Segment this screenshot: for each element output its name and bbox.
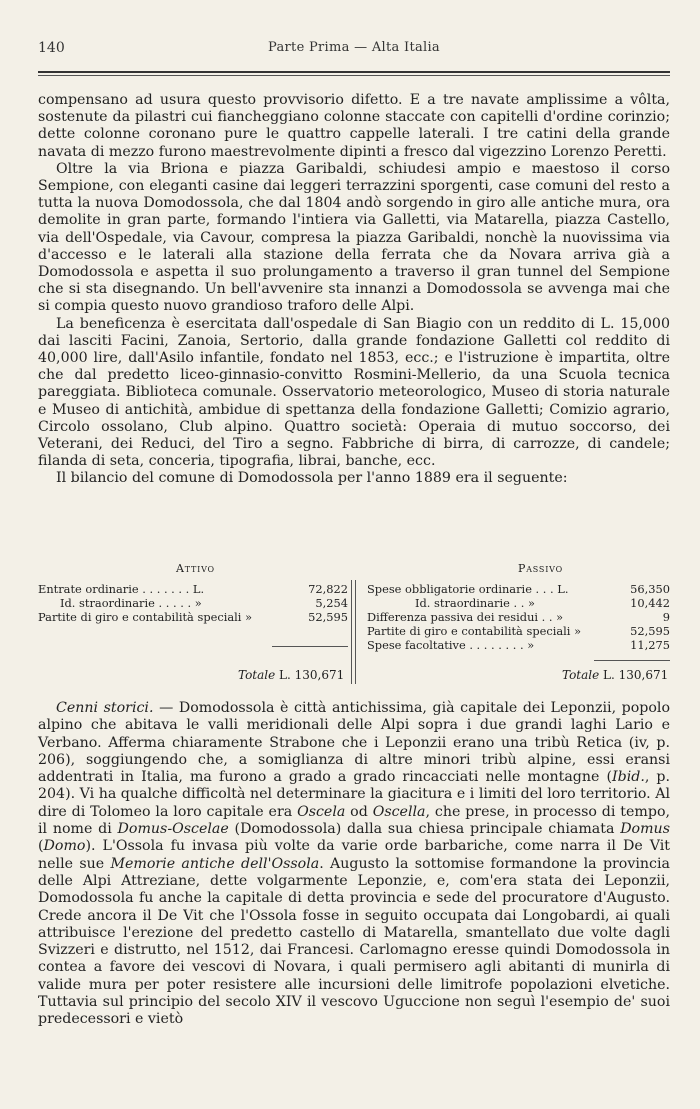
passivo-amount: 11,275 — [630, 638, 670, 652]
text-segment: od — [345, 803, 373, 820]
passivo-label: Spese facoltative . . . . . . . . » — [367, 638, 535, 652]
paragraph-corso-sempione: Oltre la via Briona e piazza Garibaldi, schiudesi ampio e maestoso il corso Sempione, con eleganti casine dai leggeri terrazzini sporgenti, case comuni del resto a tutta la nuova Domodossola, che dal 1804 andò sorgendo in giro alle antiche mura, ora demolite in gran parte, formando l'intiera via Galletti, via Matarella, piazza Castello, via dell'Ospedale, via Cavour, compresa la piazza Garibaldi, nonchè la nuovissima via d'accesso e le laterali alla stazione della ferrata che da Novara arriva già a Domodossola e aspetta il suo prolungamento a traverso il gran tunnel del Sempione che si sta disegnando. Un bell'avvenire sta innanzi a Domodossola se avvenga mai che si compia questo nuovo grandioso traforo delle Alpi. — [38, 160, 670, 315]
paragraph-bilancio-intro: Il bilancio del comune di Domodossola per l'anno 1889 era il seguente: — [56, 470, 568, 487]
attivo-label: Entrate ordinarie . . . . . . . L. — [38, 582, 205, 596]
running-title: Parte Prima — Alta Italia — [268, 40, 440, 55]
attivo-amount: 72,822 — [308, 582, 348, 596]
attivo-label: Partite di giro e contabilità speciali » — [38, 610, 253, 624]
passivo-amount: 52,595 — [630, 624, 670, 638]
body-text-top — [38, 92, 670, 488]
text-segment: — Domodossola è città antichissima, già capitale dei Leponzii, popolo alpino che abitava le valli meridionali delle Alpi sopra i due grandi laghi Lario e Verbano. Afferma chiaramente Strabone che i Leponzii erano una tribù Retica (iv, p. 206), soggiungendo che, a somiglianza di altre minori tribù alpine, essi eransi addentrati in Italia, ma furono a grado a grado rincacciati nelle montagne ( — [38, 700, 670, 786]
italic-domus: Domus — [620, 821, 670, 838]
header-rule-thin — [38, 75, 670, 76]
text-segment: , che prese, in processo di tempo, il nome di — [38, 803, 670, 838]
passivo-total-label: Totale — [562, 668, 600, 682]
passivo-sum-line — [594, 660, 670, 661]
italic-oscella: Oscella — [372, 803, 426, 820]
passivo-amount: 9 — [662, 610, 670, 624]
attivo-label: Id. straordinarie . . . . . » — [60, 596, 202, 610]
attivo-column — [38, 582, 348, 624]
page-header — [38, 40, 670, 62]
attivo-total — [238, 668, 344, 682]
attivo-row — [38, 596, 348, 610]
passivo-row — [367, 610, 670, 624]
text-segment: (Domodossola) dalla sua chiesa principale chiamata — [228, 821, 621, 838]
attivo-amount: 5,254 — [315, 596, 348, 610]
text-segment: ( — [38, 838, 44, 855]
passivo-heading: Passivo — [518, 562, 563, 575]
bilancio-table — [38, 562, 670, 686]
italic-ibid: Ibid. — [612, 769, 645, 786]
passivo-column — [367, 582, 670, 652]
paragraph-continuation: compensano ad usura questo provvisorio difetto. E a tre navate amplissime a vôlta, sostenute da pilastri cui fiancheggiano colonne staccate con capitelli d'ordine corinzio; dette colonne coronano pure le quattro cappelle laterali. I tre catini della grande navata di mezzo furono maestrevolmente dipinti a fresco dal vigezzino Lorenzo Peretti. — [38, 92, 670, 160]
passivo-row — [367, 582, 670, 596]
passivo-row — [367, 624, 670, 638]
attivo-row — [38, 582, 348, 596]
passivo-label: Spese obbligatorie ordinarie . . . L. — [367, 582, 569, 596]
italic-oscela: Oscela — [297, 803, 346, 820]
text-segment: . Augusto la sottomise formandone la provincia delle Alpi Attreziane, dette volgarmente Leponzie, e, com'era stata dei Leponzii, Domodossola fu anche la capitale di detta provincia e sede del procuratore d'Augusto. Crede ancora il De Vit che l'Ossola fosse in seguito occupata dai Longobardi, ai quali attribuisce l'erezione del predetto castello di Matarella, smantellato due volte dagli Svizzeri e distrutto, nel 1512, dai Francesi. Carlomagno eresse quindi Domodossola in contea a favore dei vescovi di Novara, i quali permisero agli abitanti di munirla di valide mura per poter resistere alle incursioni delle limitrofe popolazioni elvetiche. Tuttavia sul principio del secolo XIV il vescovo Uguccione non seguì l'esempio de' suoi predecessori e vietò — [38, 855, 670, 1028]
passivo-amount: 10,442 — [630, 596, 670, 610]
italic-domo: Domo — [43, 838, 86, 855]
text-segment: ). L'Ossola fu invasa più volte da varie orde barbariche, come narra il De Vit nelle sue — [38, 838, 670, 872]
passivo-label: Id. straordinarie . . » — [415, 596, 535, 610]
italic-memorie: Memorie antiche dell'Ossola — [110, 855, 320, 872]
passivo-label: Differenza passiva dei residui . . » — [367, 610, 564, 624]
column-divider — [351, 580, 356, 684]
passivo-total-amount: L. 130,671 — [603, 668, 669, 682]
text-segment: , p. 204). Vi ha qualche difficoltà nel determinare la giacitura e i limiti del loro territorio. Al dire di Tolomeo la loro capitale era — [38, 769, 670, 820]
paragraph-cenni-storici — [38, 700, 670, 1029]
header-rule-thick — [38, 71, 670, 73]
attivo-total-amount: L. 130,671 — [279, 668, 345, 682]
passivo-total — [562, 668, 668, 682]
cenni-heading: Cenni storici. — [56, 700, 154, 716]
passivo-label: Partite di giro e contabilità speciali » — [367, 624, 582, 638]
passivo-row — [367, 596, 670, 610]
passivo-row — [367, 638, 670, 652]
attivo-amount: 52,595 — [308, 610, 348, 624]
italic-domus-oscelae: Domus-Oscelae — [117, 821, 229, 838]
attivo-heading: Attivo — [176, 562, 215, 575]
page-number: 140 — [38, 40, 65, 56]
attivo-row — [38, 610, 348, 624]
passivo-amount: 56,350 — [630, 582, 670, 596]
paragraph-beneficenza: La beneficenza è esercitata dall'ospedale di San Biagio con un reddito di L. 15,000 dai lasciti Facini, Zanoia, Sertorio, dalla grande fondazione Galletti col reddito di 40,000 lire, dall'Asilo infantile, fondato nel 1853, ecc.; e l'istruzione è impartita, oltre che dal predetto liceo-ginnasio-convitto Rosmini-Mellerio, da una Scuola tecnica pareggiata. Biblioteca comunale. Osservatorio meteorologico, Museo di storia naturale e Museo di antichità, ambidue di spettanza della fondazione Galletti; Comizio agrario, Circolo ossolano, Club alpino. Quattro società: Operaia di mutuo soccorso, dei Veterani, dei Reduci, del Tiro a segno. Fabbriche di birra, di carrozze, di candele; filanda di seta, conceria, tipografia, librai, banche, ecc. — [38, 315, 670, 470]
body-text-cenni — [38, 700, 670, 1029]
attivo-sum-line — [272, 646, 348, 647]
attivo-total-label: Totale — [238, 668, 276, 682]
